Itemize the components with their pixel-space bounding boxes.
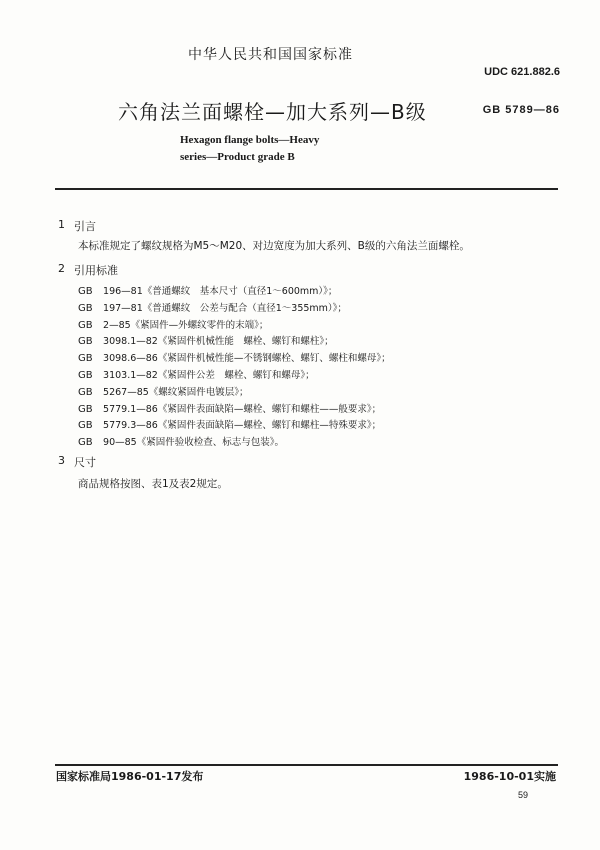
- reference-text: 3098.6—86《紧固件机械性能—不锈钢螺栓、螺钉、螺柱和螺母》；: [100, 353, 391, 365]
- reference-text: 5779.3—86《紧固件表面缺陷—螺栓、螺钉和螺柱—特殊要求》；: [100, 420, 382, 432]
- reference-text: 2—85《紧固件—外螺纹零件的末端》；: [100, 319, 269, 331]
- section-3-text: 商品规格按图、表1及表2规定。: [78, 478, 228, 490]
- document-title-english-line2: series—Product grade B: [180, 151, 295, 163]
- reference-item: [78, 334, 391, 351]
- section-1-number: 1: [58, 218, 65, 231]
- reference-gb-prefix: GB: [78, 437, 93, 449]
- reference-item: [78, 368, 391, 385]
- section-1-title: 引言: [74, 220, 96, 233]
- page-number: 59: [517, 790, 528, 800]
- section-2-number: 2: [58, 262, 65, 275]
- implementation-date: 1986-10-01实施: [463, 770, 556, 783]
- country-standard-heading: 中华人民共和国国家标准: [188, 47, 353, 63]
- reference-gb-prefix: GB: [78, 302, 93, 314]
- reference-text: 3103.1—82《紧固件公差 螺栓、螺钉和螺母》；: [100, 369, 315, 381]
- reference-text: 90—85《紧固件验收检查、标志与包装》。: [100, 437, 284, 449]
- section-3-title: 尺寸: [74, 456, 96, 469]
- reference-text: 3098.1—82《紧固件机械性能 螺栓、螺钉和螺柱》；: [100, 336, 334, 348]
- reference-list: [78, 284, 391, 452]
- reference-gb-prefix: GB: [78, 403, 93, 415]
- document-title-english-line1: Hexagon flange bolts—Heavy: [180, 134, 320, 146]
- reference-item: [78, 351, 391, 368]
- issued-by-date: 国家标准局1986-01-17发布: [56, 770, 204, 783]
- document-title-chinese: 六角法兰面螺栓—加大系列—B级: [118, 100, 427, 124]
- reference-gb-prefix: GB: [78, 369, 93, 381]
- reference-gb-prefix: GB: [78, 386, 93, 398]
- reference-gb-prefix: GB: [78, 336, 93, 348]
- reference-item: [78, 418, 391, 435]
- reference-item: [78, 284, 391, 301]
- reference-text: 196—81《普通螺纹 基本尺寸（直径1～600mm）》；: [100, 286, 338, 297]
- reference-gb-prefix: GB: [78, 420, 93, 432]
- reference-item: [78, 435, 391, 452]
- reference-gb-prefix: GB: [78, 286, 93, 297]
- reference-item: [78, 385, 391, 402]
- reference-item: [78, 402, 391, 419]
- reference-gb-prefix: GB: [78, 319, 93, 331]
- reference-gb-prefix: GB: [78, 353, 93, 365]
- footer-divider: [55, 764, 558, 766]
- reference-text: 197—81《普通螺纹 公差与配合（直径1～355mm）》；: [100, 302, 347, 314]
- section-3-number: 3: [58, 454, 65, 467]
- reference-item: [78, 318, 391, 335]
- reference-item: [78, 301, 391, 318]
- header-divider: [55, 188, 558, 190]
- reference-text: 5267—85《螺纹紧固件电镀层》；: [100, 386, 249, 398]
- reference-text: 5779.1—86《紧固件表面缺陷—螺栓、螺钉和螺柱——般要求》；: [100, 403, 382, 415]
- gb-standard-number: GB 5789—86: [482, 104, 560, 116]
- udc-number: UDC 621.882.6: [484, 66, 560, 78]
- section-1-text: 本标准规定了螺纹规格为M5～M20、对边宽度为加大系列、B级的六角法兰面螺栓。: [78, 240, 470, 252]
- section-2-title: 引用标准: [74, 264, 118, 277]
